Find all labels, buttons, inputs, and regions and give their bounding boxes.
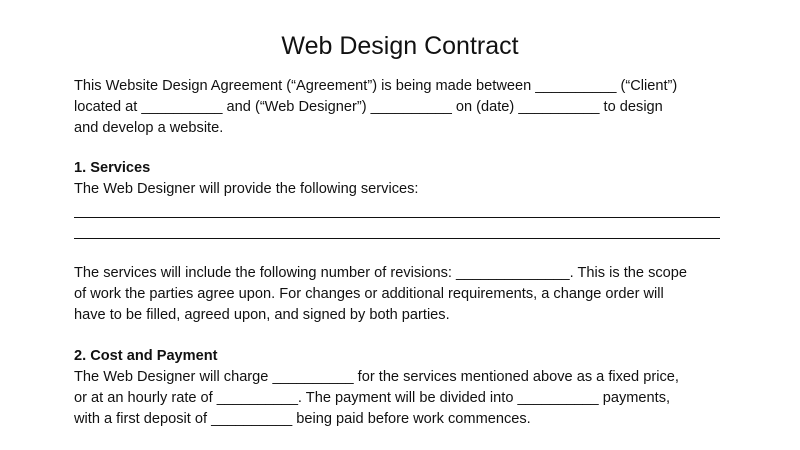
services-body-line: have to be filled, agreed upon, and signed by both parties.: [74, 307, 450, 323]
section-heading-cost-payment: 2. Cost and Payment: [74, 348, 218, 364]
services-blank-line-1: [74, 217, 720, 218]
services-lead-line: The Web Designer will provide the following services:: [74, 181, 419, 197]
intro-line: located at __________ and (“Web Designer”) __________ on (date) __________ to design: [74, 99, 663, 115]
payment-body-paragraph: [74, 367, 726, 430]
intro-line: This Website Design Agreement (“Agreement”) is being made between __________ (“Client”): [74, 78, 678, 94]
payment-body-line: with a first deposit of __________ being paid before work commences.: [74, 411, 531, 427]
intro-line: and develop a website.: [74, 120, 224, 136]
payment-body-line: or at an hourly rate of __________. The payment will be divided into __________ payments,: [74, 390, 671, 406]
services-body-line: of work the parties agree upon. For changes or additional requirements, a change order will: [74, 286, 664, 302]
section-heading-services: 1. Services: [74, 160, 151, 176]
services-body-line: The services will include the following number of revisions: ______________. This is the scope: [74, 265, 688, 281]
document-title: Web Design Contract: [281, 32, 519, 60]
services-lead-text: [74, 179, 726, 200]
payment-body-line: The Web Designer will charge __________ for the services mentioned above as a fixed price,: [74, 369, 679, 385]
intro-paragraph: [74, 76, 726, 139]
services-blank-line-2: [74, 238, 720, 239]
services-body-paragraph: [74, 263, 726, 326]
